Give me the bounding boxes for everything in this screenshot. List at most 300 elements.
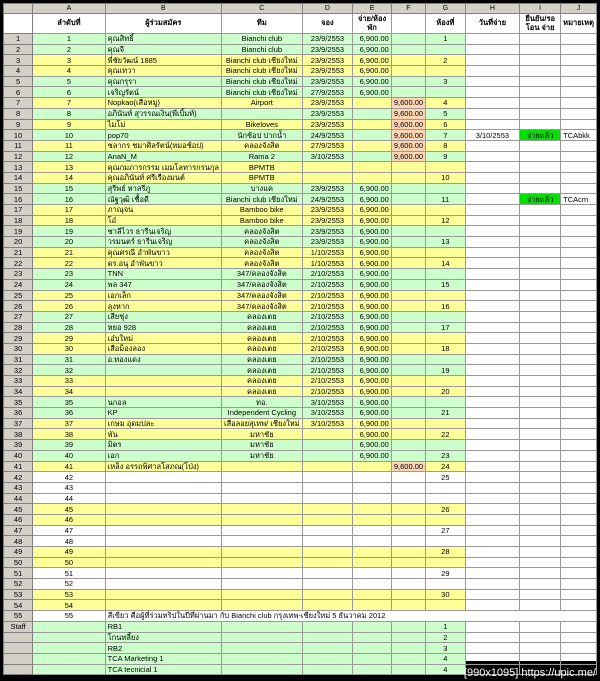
grid-cell[interactable] — [391, 205, 425, 216]
grid-cell[interactable]: 24/9/2553 — [302, 130, 353, 141]
grid-cell[interactable]: 15 — [33, 183, 105, 194]
grid-cell[interactable] — [561, 258, 597, 269]
grid-cell[interactable]: 2 — [426, 632, 466, 643]
grid-cell[interactable] — [520, 108, 561, 119]
grid-cell[interactable] — [391, 504, 425, 515]
grid-cell[interactable]: 6,900.00 — [353, 376, 392, 387]
grid-cell[interactable]: 16 — [426, 301, 466, 312]
grid-cell[interactable] — [561, 536, 597, 547]
grid-cell[interactable] — [353, 461, 392, 472]
grid-cell[interactable] — [561, 333, 597, 344]
grid-cell[interactable]: TCAbkk — [561, 130, 597, 141]
grid-cell[interactable] — [561, 547, 597, 558]
row-number[interactable] — [4, 643, 33, 654]
row-number[interactable]: 28 — [4, 322, 33, 333]
grid-cell[interactable] — [520, 493, 561, 504]
grid-cell[interactable] — [561, 172, 597, 183]
grid-cell[interactable] — [520, 66, 561, 77]
grid-cell[interactable] — [465, 408, 520, 419]
column-letter[interactable]: H — [465, 4, 520, 14]
grid-cell[interactable] — [426, 311, 466, 322]
grid-cell[interactable]: 28 — [33, 322, 105, 333]
grid-cell[interactable] — [520, 472, 561, 483]
grid-cell[interactable] — [302, 440, 353, 451]
grid-cell[interactable] — [391, 343, 425, 354]
grid-cell[interactable]: 37 — [33, 418, 105, 429]
grid-cell[interactable] — [520, 547, 561, 558]
grid-cell[interactable] — [561, 514, 597, 525]
grid-cell[interactable] — [520, 140, 561, 151]
grid-cell[interactable]: Bikeloves — [222, 119, 303, 130]
row-number[interactable]: 42 — [4, 472, 33, 483]
grid-cell[interactable]: 51 — [33, 568, 105, 579]
grid-cell[interactable]: 27/9/2553 — [302, 140, 353, 151]
grid-cell[interactable]: 6,900.00 — [353, 205, 392, 216]
grid-cell[interactable]: 347/คลองจังสิต — [222, 269, 303, 280]
grid-cell[interactable] — [353, 504, 392, 515]
grid-cell[interactable] — [561, 311, 597, 322]
grid-cell[interactable]: 6,900.00 — [353, 418, 392, 429]
grid-cell[interactable] — [391, 429, 425, 440]
row-number[interactable]: 53 — [4, 589, 33, 600]
grid-cell[interactable]: 29 — [33, 333, 105, 344]
grid-cell[interactable]: 35 — [33, 397, 105, 408]
grid-cell[interactable] — [391, 397, 425, 408]
grid-cell[interactable] — [222, 547, 303, 558]
row-number[interactable]: 7 — [4, 98, 33, 109]
grid-cell[interactable]: เอก — [105, 450, 221, 461]
grid-cell[interactable]: 14 — [33, 172, 105, 183]
grid-cell[interactable] — [465, 55, 520, 66]
grid-cell[interactable] — [302, 589, 353, 600]
row-number[interactable]: 54 — [4, 600, 33, 611]
grid-cell[interactable]: 2/10/2553 — [302, 376, 353, 387]
grid-cell[interactable] — [520, 461, 561, 472]
grid-cell[interactable]: ลุงหาก — [105, 301, 221, 312]
grid-cell[interactable]: 21 — [426, 408, 466, 419]
grid-cell[interactable]: Bianchi club — [222, 34, 303, 45]
grid-cell[interactable]: 11 — [33, 140, 105, 151]
row-number[interactable]: 24 — [4, 279, 33, 290]
grid-cell[interactable]: พัน — [105, 429, 221, 440]
grid-cell[interactable]: 1 — [33, 34, 105, 45]
grid-cell[interactable]: Bamboo bike — [222, 205, 303, 216]
row-number[interactable]: 38 — [4, 429, 33, 440]
grid-cell[interactable]: 25 — [426, 472, 466, 483]
grid-cell[interactable]: 23/9/2553 — [302, 55, 353, 66]
grid-cell[interactable] — [465, 247, 520, 258]
header-cell[interactable]: ลำดับที่ — [33, 14, 105, 34]
grid-cell[interactable]: 23/9/2553 — [302, 183, 353, 194]
grid-cell[interactable]: 12 — [33, 151, 105, 162]
grid-cell[interactable]: 4 — [426, 98, 466, 109]
grid-cell[interactable] — [391, 450, 425, 461]
grid-cell[interactable] — [561, 34, 597, 45]
grid-cell[interactable] — [222, 643, 303, 654]
grid-cell[interactable] — [520, 386, 561, 397]
grid-cell[interactable] — [520, 151, 561, 162]
grid-cell[interactable] — [465, 322, 520, 333]
grid-cell[interactable] — [465, 493, 520, 504]
grid-cell[interactable]: 2/10/2553 — [302, 386, 353, 397]
grid-cell[interactable]: 6,900.00 — [353, 301, 392, 312]
grid-cell[interactable] — [520, 98, 561, 109]
grid-cell[interactable] — [391, 557, 425, 568]
grid-cell[interactable] — [465, 440, 520, 451]
grid-cell[interactable] — [222, 461, 303, 472]
grid-cell[interactable]: 6,900.00 — [353, 226, 392, 237]
grid-cell[interactable]: 2/10/2553 — [302, 269, 353, 280]
grid-cell[interactable] — [561, 461, 597, 472]
header-cell[interactable]: ทีม — [222, 14, 303, 34]
header-cell[interactable]: ยืนยัน/รอโอน จ่าย — [520, 14, 561, 34]
row-number[interactable]: 37 — [4, 418, 33, 429]
grid-cell[interactable] — [426, 66, 466, 77]
grid-cell[interactable] — [561, 440, 597, 451]
grid-cell[interactable] — [561, 504, 597, 515]
row-number[interactable]: 47 — [4, 525, 33, 536]
grid-cell[interactable] — [353, 514, 392, 525]
grid-cell[interactable] — [105, 589, 221, 600]
grid-cell[interactable]: 6,900.00 — [353, 450, 392, 461]
grid-cell[interactable] — [520, 504, 561, 515]
grid-cell[interactable] — [465, 504, 520, 515]
grid-cell[interactable]: คลองเตย — [222, 376, 303, 387]
grid-cell[interactable] — [426, 514, 466, 525]
grid-cell[interactable]: 2/10/2553 — [302, 301, 353, 312]
row-number[interactable]: 25 — [4, 290, 33, 301]
grid-cell[interactable]: 23 — [426, 450, 466, 461]
grid-cell[interactable] — [520, 343, 561, 354]
grid-cell[interactable]: 6,900.00 — [353, 194, 392, 205]
grid-cell[interactable]: นักช้อป ปากน้ำ — [222, 130, 303, 141]
grid-cell[interactable] — [391, 493, 425, 504]
grid-cell[interactable] — [561, 589, 597, 600]
grid-cell[interactable] — [561, 119, 597, 130]
row-number[interactable]: 20 — [4, 237, 33, 248]
grid-cell[interactable] — [465, 579, 520, 590]
grid-cell[interactable]: 13 — [426, 237, 466, 248]
grid-cell[interactable] — [105, 482, 221, 493]
grid-cell[interactable] — [105, 365, 221, 376]
grid-cell[interactable] — [353, 108, 392, 119]
grid-cell[interactable]: 9,600.00 — [391, 98, 425, 109]
grid-cell[interactable] — [353, 632, 392, 643]
grid-cell[interactable] — [520, 568, 561, 579]
row-number[interactable]: 13 — [4, 162, 33, 173]
grid-cell[interactable]: ไมโม่ — [105, 119, 221, 130]
grid-cell[interactable]: 53 — [33, 589, 105, 600]
grid-cell[interactable] — [391, 183, 425, 194]
grid-cell[interactable]: 3 — [426, 643, 466, 654]
grid-cell[interactable]: คลองเตย — [222, 343, 303, 354]
grid-cell[interactable] — [222, 568, 303, 579]
grid-cell[interactable] — [465, 621, 520, 632]
grid-cell[interactable] — [33, 632, 105, 643]
grid-cell[interactable]: 18 — [33, 215, 105, 226]
grid-cell[interactable]: 54 — [33, 600, 105, 611]
grid-cell[interactable]: 2/10/2553 — [302, 343, 353, 354]
row-number[interactable]: 17 — [4, 205, 33, 216]
grid-cell[interactable]: 2 — [33, 44, 105, 55]
grid-cell[interactable] — [105, 472, 221, 483]
grid-cell[interactable]: 30 — [426, 589, 466, 600]
grid-cell[interactable] — [465, 279, 520, 290]
grid-cell[interactable] — [520, 205, 561, 216]
grid-cell[interactable]: บางแค — [222, 183, 303, 194]
grid-cell[interactable]: 7 — [33, 98, 105, 109]
grid-cell[interactable] — [561, 600, 597, 611]
grid-cell[interactable] — [353, 472, 392, 483]
grid-cell[interactable]: 6,900.00 — [353, 440, 392, 451]
grid-cell[interactable] — [391, 279, 425, 290]
grid-cell[interactable] — [426, 333, 466, 344]
grid-cell[interactable]: 23/9/2553 — [302, 44, 353, 55]
grid-cell[interactable]: โอ๋ — [105, 215, 221, 226]
grid-cell[interactable] — [465, 205, 520, 216]
grid-cell[interactable] — [465, 87, 520, 98]
grid-cell[interactable] — [391, 237, 425, 248]
row-number[interactable]: 15 — [4, 183, 33, 194]
grid-cell[interactable]: 36 — [33, 408, 105, 419]
row-number[interactable]: 2 — [4, 44, 33, 55]
grid-cell[interactable] — [105, 386, 221, 397]
grid-cell[interactable]: 2/10/2553 — [302, 290, 353, 301]
grid-cell[interactable] — [353, 130, 392, 141]
grid-cell[interactable] — [465, 653, 520, 664]
grid-cell[interactable] — [391, 514, 425, 525]
grid-cell[interactable] — [465, 547, 520, 558]
row-number[interactable] — [4, 632, 33, 643]
grid-cell[interactable] — [353, 493, 392, 504]
grid-cell[interactable]: 52 — [33, 579, 105, 590]
row-number[interactable]: Staff — [4, 621, 33, 632]
row-number[interactable]: 3 — [4, 55, 33, 66]
row-number[interactable]: 4 — [4, 66, 33, 77]
grid-cell[interactable] — [391, 589, 425, 600]
grid-cell[interactable]: 19 — [426, 365, 466, 376]
grid-cell[interactable]: 6,900.00 — [353, 66, 392, 77]
grid-cell[interactable] — [302, 621, 353, 632]
grid-cell[interactable]: 26 — [426, 504, 466, 515]
row-number[interactable]: 32 — [4, 365, 33, 376]
row-number[interactable]: 14 — [4, 172, 33, 183]
grid-cell[interactable]: 6,900.00 — [353, 397, 392, 408]
grid-cell[interactable]: Bianchi club เชียงใหม่ — [222, 76, 303, 87]
grid-cell[interactable] — [465, 365, 520, 376]
row-number[interactable]: 8 — [4, 108, 33, 119]
grid-cell[interactable] — [391, 55, 425, 66]
grid-cell[interactable] — [426, 397, 466, 408]
grid-cell[interactable]: เสือม็องลอง — [105, 343, 221, 354]
grid-cell[interactable]: 6,900.00 — [353, 258, 392, 269]
grid-cell[interactable] — [465, 162, 520, 173]
grid-cell[interactable] — [426, 162, 466, 173]
grid-cell[interactable] — [222, 579, 303, 590]
grid-cell[interactable]: Bamboo bike — [222, 215, 303, 226]
grid-cell[interactable]: 6 — [33, 87, 105, 98]
grid-cell[interactable]: จ่ายแล้ว — [520, 130, 561, 141]
grid-cell[interactable] — [302, 450, 353, 461]
grid-cell[interactable]: คุณอภินันท์ ศรีเรืองมนต์ — [105, 172, 221, 183]
grid-cell[interactable]: 50 — [33, 557, 105, 568]
grid-cell[interactable] — [391, 290, 425, 301]
grid-cell[interactable]: พล 347 — [105, 279, 221, 290]
grid-cell[interactable] — [391, 376, 425, 387]
grid-cell[interactable]: 28 — [426, 547, 466, 558]
grid-cell[interactable] — [391, 322, 425, 333]
grid-cell[interactable]: 47 — [33, 525, 105, 536]
grid-cell[interactable]: 6,900.00 — [353, 365, 392, 376]
grid-cell[interactable]: 3/10/2553 — [465, 130, 520, 141]
grid-cell[interactable]: pop70 — [105, 130, 221, 141]
grid-cell[interactable]: เอ๋บใหม่ — [105, 333, 221, 344]
grid-cell[interactable]: 2/10/2553 — [302, 322, 353, 333]
grid-cell[interactable] — [105, 504, 221, 515]
grid-cell[interactable]: 10 — [33, 130, 105, 141]
grid-cell[interactable]: 1/10/2553 — [302, 247, 353, 258]
grid-cell[interactable]: 2/10/2553 — [302, 311, 353, 322]
grid-cell[interactable]: 23/9/2553 — [302, 76, 353, 87]
grid-cell[interactable]: เหล็ง อรรถพิศาลโสภณ(โป่ง) — [105, 461, 221, 472]
grid-cell[interactable] — [520, 376, 561, 387]
grid-cell[interactable] — [561, 365, 597, 376]
grid-cell[interactable]: Rama 2 — [222, 151, 303, 162]
grid-cell[interactable]: 21 — [33, 247, 105, 258]
grid-cell[interactable]: 6,900.00 — [353, 290, 392, 301]
grid-cell[interactable] — [105, 568, 221, 579]
grid-cell[interactable] — [561, 140, 597, 151]
grid-cell[interactable] — [561, 66, 597, 77]
grid-cell[interactable] — [520, 418, 561, 429]
grid-cell[interactable]: 27/9/2553 — [302, 87, 353, 98]
grid-cell[interactable] — [465, 311, 520, 322]
grid-cell[interactable] — [353, 653, 392, 664]
grid-cell[interactable]: 6,900.00 — [353, 386, 392, 397]
header-cell[interactable]: วันที่จ่าย — [465, 14, 520, 34]
grid-cell[interactable]: 1 — [426, 34, 466, 45]
grid-cell[interactable]: 15 — [426, 279, 466, 290]
grid-cell[interactable]: 48 — [33, 536, 105, 547]
grid-cell[interactable] — [520, 354, 561, 365]
grid-cell[interactable]: 41 — [33, 461, 105, 472]
grid-cell[interactable]: นกอล — [105, 397, 221, 408]
grid-cell[interactable]: คลองเตย — [222, 333, 303, 344]
grid-cell[interactable]: KP — [105, 408, 221, 419]
row-number[interactable]: 36 — [4, 408, 33, 419]
grid-cell[interactable]: 3 — [33, 55, 105, 66]
grid-cell[interactable] — [520, 600, 561, 611]
grid-cell[interactable]: มหาชัย — [222, 440, 303, 451]
grid-cell[interactable] — [465, 472, 520, 483]
grid-cell[interactable]: 29 — [426, 568, 466, 579]
grid-cell[interactable] — [222, 632, 303, 643]
row-number[interactable]: 23 — [4, 269, 33, 280]
grid-cell[interactable] — [520, 34, 561, 45]
grid-cell[interactable] — [391, 215, 425, 226]
grid-cell[interactable] — [353, 589, 392, 600]
grid-cell[interactable]: 9 — [33, 119, 105, 130]
row-number[interactable]: 22 — [4, 258, 33, 269]
row-number[interactable]: 9 — [4, 119, 33, 130]
grid-cell[interactable] — [561, 205, 597, 216]
grid-cell[interactable] — [465, 151, 520, 162]
header-cell[interactable]: จ่าย/ห้องพัก — [353, 14, 392, 34]
grid-cell[interactable]: Bianchi club — [222, 44, 303, 55]
grid-cell[interactable]: 5 — [33, 76, 105, 87]
grid-cell[interactable] — [391, 525, 425, 536]
header-cell[interactable]: หมายเหตุ — [561, 14, 597, 34]
grid-cell[interactable] — [465, 536, 520, 547]
grid-cell[interactable]: 23 — [33, 269, 105, 280]
grid-cell[interactable] — [561, 643, 597, 654]
grid-cell[interactable] — [520, 557, 561, 568]
grid-cell[interactable]: คุณศรณี อำพันขาว — [105, 247, 221, 258]
grid-cell[interactable]: 23/9/2553 — [302, 66, 353, 77]
column-letter[interactable]: F — [391, 4, 425, 14]
grid-cell[interactable] — [353, 525, 392, 536]
grid-cell[interactable] — [302, 557, 353, 568]
row-number[interactable]: 44 — [4, 493, 33, 504]
grid-cell[interactable] — [561, 376, 597, 387]
grid-cell[interactable]: 2/10/2553 — [302, 354, 353, 365]
grid-cell[interactable] — [561, 568, 597, 579]
grid-cell[interactable]: RB2 — [105, 643, 221, 654]
row-number[interactable]: 27 — [4, 311, 33, 322]
grid-cell[interactable] — [520, 172, 561, 183]
grid-cell[interactable] — [520, 258, 561, 269]
grid-cell[interactable] — [222, 653, 303, 664]
grid-cell[interactable]: 6 — [426, 119, 466, 130]
grid-cell[interactable] — [353, 547, 392, 558]
grid-cell[interactable] — [105, 525, 221, 536]
grid-cell[interactable] — [391, 621, 425, 632]
grid-cell[interactable]: 6,900.00 — [353, 237, 392, 248]
grid-cell[interactable]: 30 — [33, 343, 105, 354]
grid-cell[interactable]: 9,600.00 — [391, 130, 425, 141]
grid-cell[interactable] — [302, 493, 353, 504]
header-cell[interactable]: ผู้ร่วมสมัคร — [105, 14, 221, 34]
grid-cell[interactable]: คลองเตย — [222, 322, 303, 333]
grid-cell[interactable] — [520, 237, 561, 248]
grid-cell[interactable] — [222, 514, 303, 525]
grid-cell[interactable]: RB1 — [105, 621, 221, 632]
grid-cell[interactable] — [222, 589, 303, 600]
legend-note[interactable]: สีเขียว คือผู้ที่ร่วมทริปในปีที่ผ่านมา กับ Bianchi club กรุงเทพ-เชียงใหม่ 5 ธันวาคม 2012 — [105, 611, 596, 622]
grid-cell[interactable] — [561, 525, 597, 536]
grid-cell[interactable] — [353, 482, 392, 493]
grid-cell[interactable] — [561, 632, 597, 643]
grid-cell[interactable] — [391, 44, 425, 55]
column-letter[interactable]: B — [105, 4, 221, 14]
grid-cell[interactable]: 6,900.00 — [353, 343, 392, 354]
grid-cell[interactable] — [465, 397, 520, 408]
grid-cell[interactable] — [426, 205, 466, 216]
grid-cell[interactable] — [391, 301, 425, 312]
row-number[interactable]: 52 — [4, 579, 33, 590]
grid-cell[interactable] — [353, 536, 392, 547]
grid-cell[interactable] — [465, 600, 520, 611]
header-cell[interactable]: ห้องที่ — [426, 14, 466, 34]
grid-cell[interactable] — [465, 140, 520, 151]
grid-cell[interactable] — [353, 172, 392, 183]
grid-cell[interactable]: TCA Marketing 1 — [105, 653, 221, 664]
grid-cell[interactable]: ดร.อนุ อำพันขาว — [105, 258, 221, 269]
grid-cell[interactable] — [391, 440, 425, 451]
grid-cell[interactable] — [561, 55, 597, 66]
grid-cell[interactable] — [520, 632, 561, 643]
grid-cell[interactable] — [465, 237, 520, 248]
